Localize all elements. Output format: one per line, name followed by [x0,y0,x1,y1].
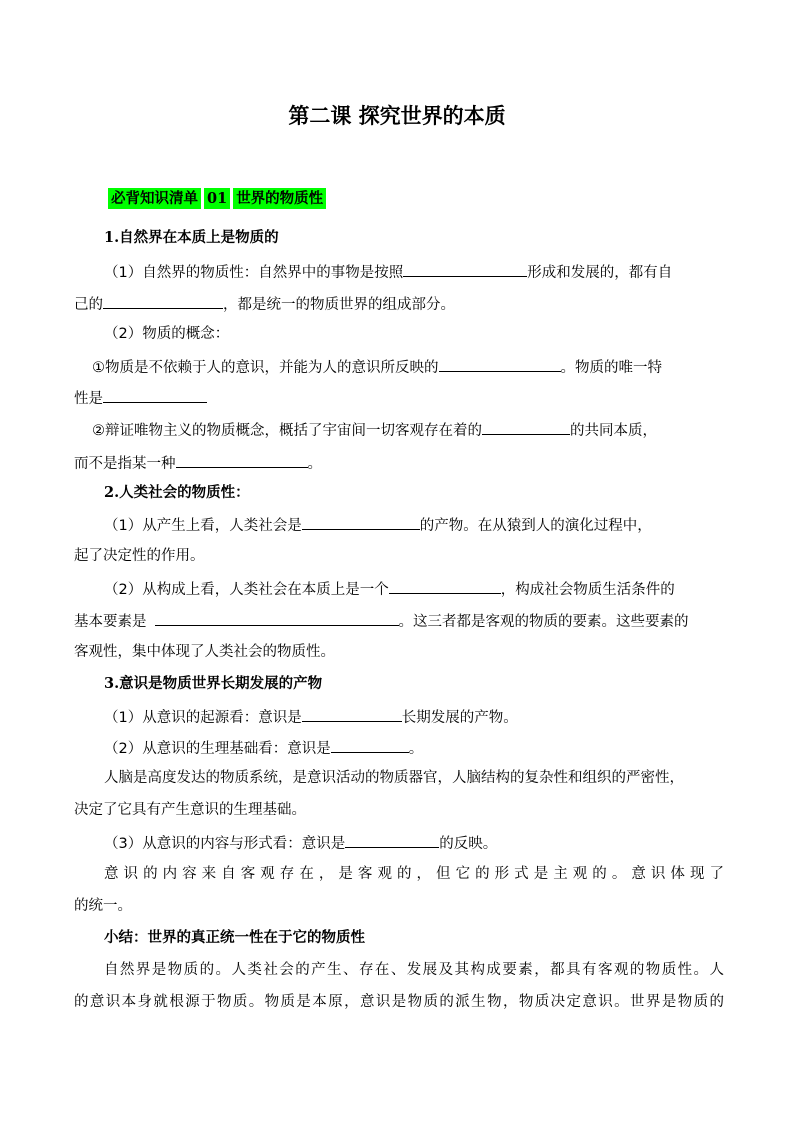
para-11-line-2: 的统一。 [74,898,132,914]
para-6-line-1: （2）从构成上看，人类社会在本质上是一个 ，构成社会物质生活条件的 [104,578,754,600]
fill-blank[interactable] [103,387,207,403]
para-7: （1）从意识的起源看：意识是 长期发展的产物。 [104,706,754,728]
fill-blank[interactable] [389,578,501,594]
para-6-line-3: 客观性，集中体现了人类社会的物质性。 [74,644,335,660]
para-1-line-2: 己的 ，都是统一的物质世界的组成部分。 [74,293,724,315]
para-6-line-2: 基本要素是 。这三者都是客观的物质的要素。这些要素的 [74,610,724,632]
para-8: （2）从意识的生理基础看：意识是 。 [104,737,754,759]
fill-blank[interactable] [302,706,402,722]
para-1-line-1: （1）自然界的物质性：自然界中的事物是按照 形成和发展的，都有自 [104,261,754,283]
badge-part-1: 必背知识清单 [108,188,201,209]
fill-blank[interactable] [103,293,223,309]
fill-blank[interactable] [482,419,570,435]
fill-blank[interactable] [302,514,420,530]
fill-blank[interactable] [176,452,308,468]
heading-summary: 小结：世界的真正统一性在于它的物质性 [104,929,365,946]
fill-blank[interactable] [155,610,399,626]
heading-3: 3.意识是物质世界长期发展的产物 [104,675,323,692]
para-4-line-2: 而不是指某一种 。 [74,452,724,474]
page-title: 第二课 探究世界的本质 [288,103,506,128]
para-5-line-2: 起了决定性的作用。 [74,548,205,564]
heading-2: 2.人类社会的物质性： [104,484,250,501]
fill-blank[interactable] [439,356,561,372]
fill-blank[interactable] [345,832,439,848]
badge-part-3: 世界的物质性 [233,188,326,209]
para-9-line-2: 决定了它具有产生意识的生理基础。 [74,802,306,818]
badge-part-2: 01 [204,188,230,209]
para-10: （3）从意识的内容与形式看：意识是 的反映。 [104,832,754,854]
para-4-line-1: ②辩证唯物主义的物质概念，概括了宇宙间一切客观存在着的 的共同本质， [92,419,742,441]
fill-blank[interactable] [403,261,527,277]
section-badge [108,187,326,211]
para-3-line-1: ①物质是不依赖于人的意识，并能为人的意识所反映的 。物质的唯一特 [92,356,742,378]
heading-1: 1.自然界在本质上是物质的 [104,229,279,246]
fill-blank[interactable] [331,737,409,753]
para-5-line-1: （1）从产生上看，人类社会是 的产物。在从猿到人的演化过程中， [104,514,754,536]
summary-line-1: 自然界是物质的。人类社会的产生、存在、发展及其构成要素，都具有客观的物质性。人 [104,962,724,978]
para-3-line-2: 性是 [74,387,724,409]
para-2: （2）物质的概念： [104,326,230,342]
para-9-line-1: 人脑是高度发达的物质系统，是意识活动的物质器官，人脑结构的复杂性和组织的严密性， [104,770,684,786]
summary-line-2: 的意识本身就根源于物质。物质是本原，意识是物质的派生物，物质决定意识。世界是物质的 [74,994,724,1010]
para-11-line-1: 意识的内容来自客观存在，是客观的，但它的形式是主观的。意识体现了 [104,866,724,882]
